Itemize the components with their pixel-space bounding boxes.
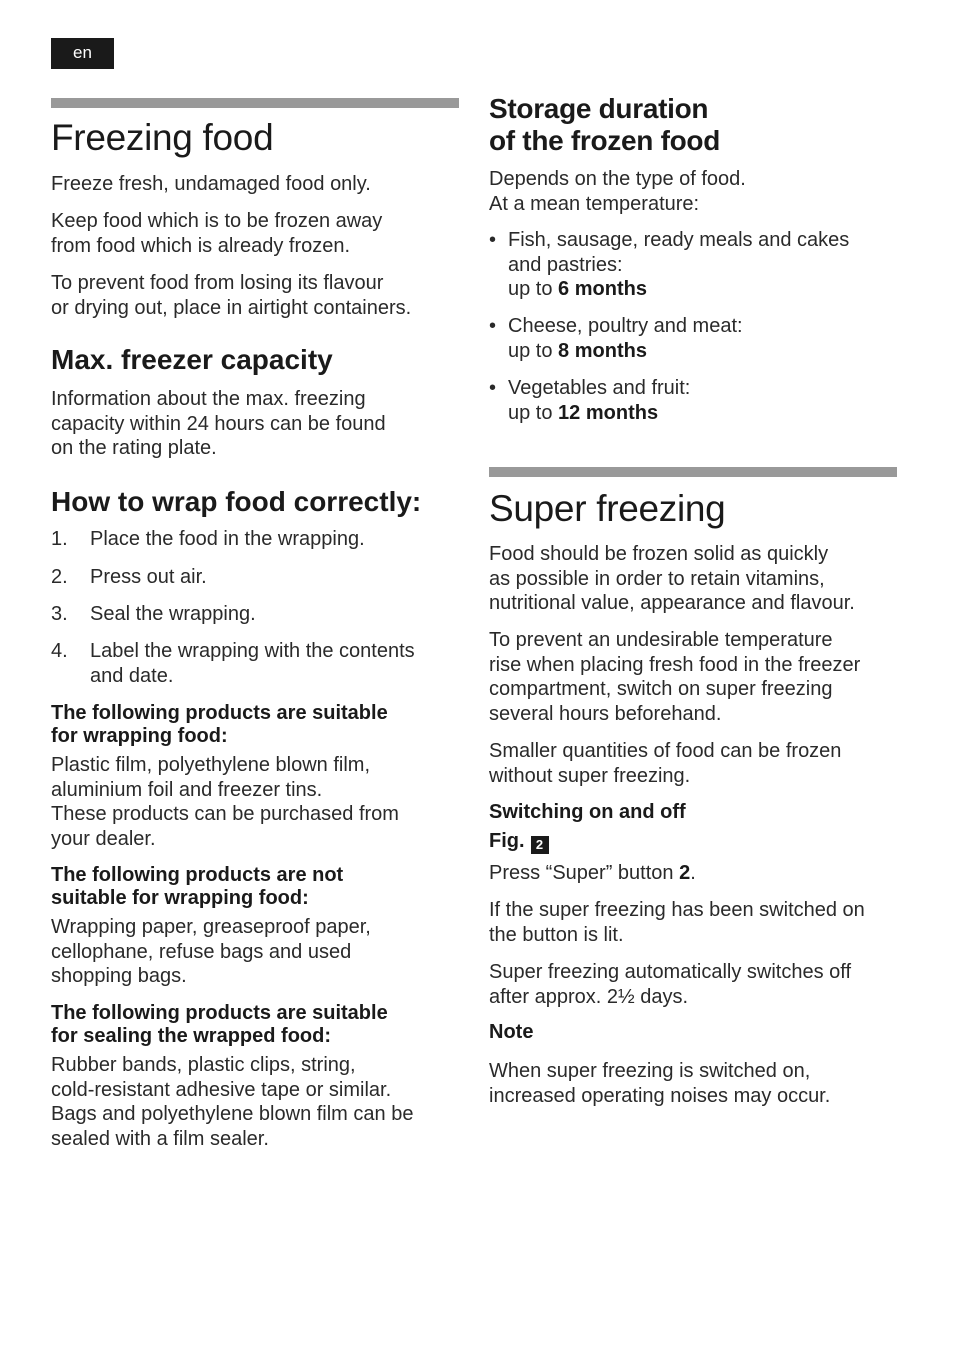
text-line: When super freezing is switched on, [489,1060,811,1082]
list-item [51,565,461,591]
instruction-text: Press “Super” button [489,862,680,884]
duration-prefix: up to [508,339,559,362]
text-line: cold-resistant adhesive tape or similar. [51,1078,392,1101]
duration-line [508,401,908,426]
list-number: 2. [51,566,68,588]
text-line: Depends on the type of food. [489,168,746,190]
duration-prefix: up to [508,278,559,300]
list-text [508,376,908,425]
text-line: These products can be purchased from [51,803,399,825]
text-line: To prevent an undesirable temperature [489,629,833,651]
auto-switch-off-paragraph [489,960,851,1009]
list-text [508,228,908,302]
button-lit-paragraph [489,898,865,947]
freezing-food-heading: Freezing food [51,117,274,158]
text-line: The following products are suitable [51,702,388,724]
text-line: your dealer. [51,827,156,850]
text-line: Label the wrapping with the contents [90,640,415,662]
list-item [489,314,904,366]
list-item [489,376,904,428]
text-line: Storage duration [489,93,709,124]
list-item [489,228,904,304]
text-line: The following products are not [51,864,344,886]
text-line: suitable for wrapping food: [51,887,309,909]
text-line: Bags and polyethylene blown film can be [51,1103,414,1125]
text-line: without super freezing. [489,764,691,787]
text-line: Plastic film, polyethylene blown film, [51,754,371,776]
section-divider-super-freezing [489,467,897,477]
text-line: Keep food which is to be frozen away [51,210,383,232]
text-line: of the frozen food [489,125,721,156]
text-line: and pastries: [508,253,623,276]
super-freezing-paragraph-2 [489,628,860,726]
duration-line [508,339,908,364]
button-number: 2 [679,862,691,884]
list-item [51,639,461,691]
super-freezing-paragraph-3 [489,739,841,788]
list-item [51,527,461,553]
text-line: Food should be frozen solid as quickly [489,543,829,565]
list-number: 3. [51,603,68,625]
freezing-paragraph-2 [51,209,382,258]
storage-intro [489,167,746,216]
duration-prefix: up to [508,401,559,424]
text-line: capacity within 24 hours can be found [51,412,386,435]
text-line: nutritional value, appearance and flavour. [489,592,855,614]
suitable-wrapping-paragraph [51,753,399,851]
sealing-products-heading [51,1002,388,1048]
figure-label: Fig. [489,830,525,852]
press-super-instruction [489,861,696,886]
text-line: the button is lit. [489,923,624,946]
text-line: Wrapping paper, greaseproof paper, [51,916,371,938]
capacity-paragraph [51,387,386,461]
text-line: The following products are suitable [51,1002,388,1024]
duration-value: 6 months [558,278,647,300]
text-line: from food which is already frozen. [51,234,351,257]
text-line: aluminium foil and freezer tins. [51,778,323,801]
max-freezer-capacity-heading: Max. freezer capacity [51,344,333,375]
freezing-paragraph-1: Freeze fresh, undamaged food only. [51,173,371,195]
freezing-paragraph-3 [51,271,411,320]
super-freezing-paragraph-1 [489,542,855,616]
text-line: compartment, switch on super freezing [489,678,833,700]
instruction-suffix: . [690,862,696,884]
language-tab: en [51,38,114,69]
section-divider-freezing [51,98,459,108]
text-line: At a mean temperature: [489,192,700,215]
not-suitable-wrapping-paragraph [51,915,371,989]
text-line: shopping bags. [51,965,187,987]
switching-heading: Switching on and off [489,801,686,823]
figure-reference [489,830,549,854]
suitable-wrapping-heading [51,702,388,748]
duration-value: 8 months [558,339,647,362]
text-line: Super freezing automatically switches off [489,961,852,983]
text-line: after approx. 2½ days. [489,985,689,1008]
text-line: on the rating plate. [51,437,217,459]
list-text [508,314,908,363]
figure-number-badge: 2 [531,836,549,854]
text-line: and date. [90,664,174,687]
text-line: for wrapping food: [51,725,228,747]
text-line: for sealing the wrapped food: [51,1025,332,1047]
sealing-products-paragraph [51,1053,413,1151]
text-line: as possible in order to retain vitamins, [489,567,825,590]
not-suitable-wrapping-heading [51,864,343,910]
note-paragraph [489,1059,830,1108]
text-line: Vegetables and fruit: [508,377,691,399]
list-text: Seal the wrapping. [90,603,256,625]
text-line: If the super freezing has been switched on [489,899,865,921]
text-line: To prevent food from losing its flavour [51,272,384,294]
duration-line [508,277,908,302]
list-number: 1. [51,528,68,550]
list-text: Press out air. [90,566,207,588]
bullet: • [489,377,497,399]
text-line: or drying out, place in airtight containers. [51,296,412,319]
list-number: 4. [51,640,68,662]
list-text: Place the food in the wrapping. [90,528,365,550]
bullet: • [489,315,497,337]
duration-value: 12 months [558,401,659,424]
bullet: • [489,229,497,251]
text-line: Cheese, poultry and meat: [508,315,743,337]
text-line: Smaller quantities of food can be frozen [489,740,842,762]
text-line: several hours beforehand. [489,702,722,725]
text-line: Rubber bands, plastic clips, string, [51,1054,356,1076]
text-line: increased operating noises may occur. [489,1084,831,1107]
super-freezing-heading: Super freezing [489,488,726,529]
storage-duration-heading [489,93,720,157]
text-line: sealed with a film sealer. [51,1127,269,1150]
list-text [90,639,460,688]
text-line: Information about the max. freezing [51,388,366,410]
text-line: rise when placing fresh food in the freezer [489,653,861,676]
text-line: Fish, sausage, ready meals and cakes [508,229,850,251]
text-line: cellophane, refuse bags and used [51,940,352,963]
list-item [51,602,461,628]
how-to-wrap-heading: How to wrap food correctly: [51,486,422,517]
note-heading: Note [489,1021,534,1043]
